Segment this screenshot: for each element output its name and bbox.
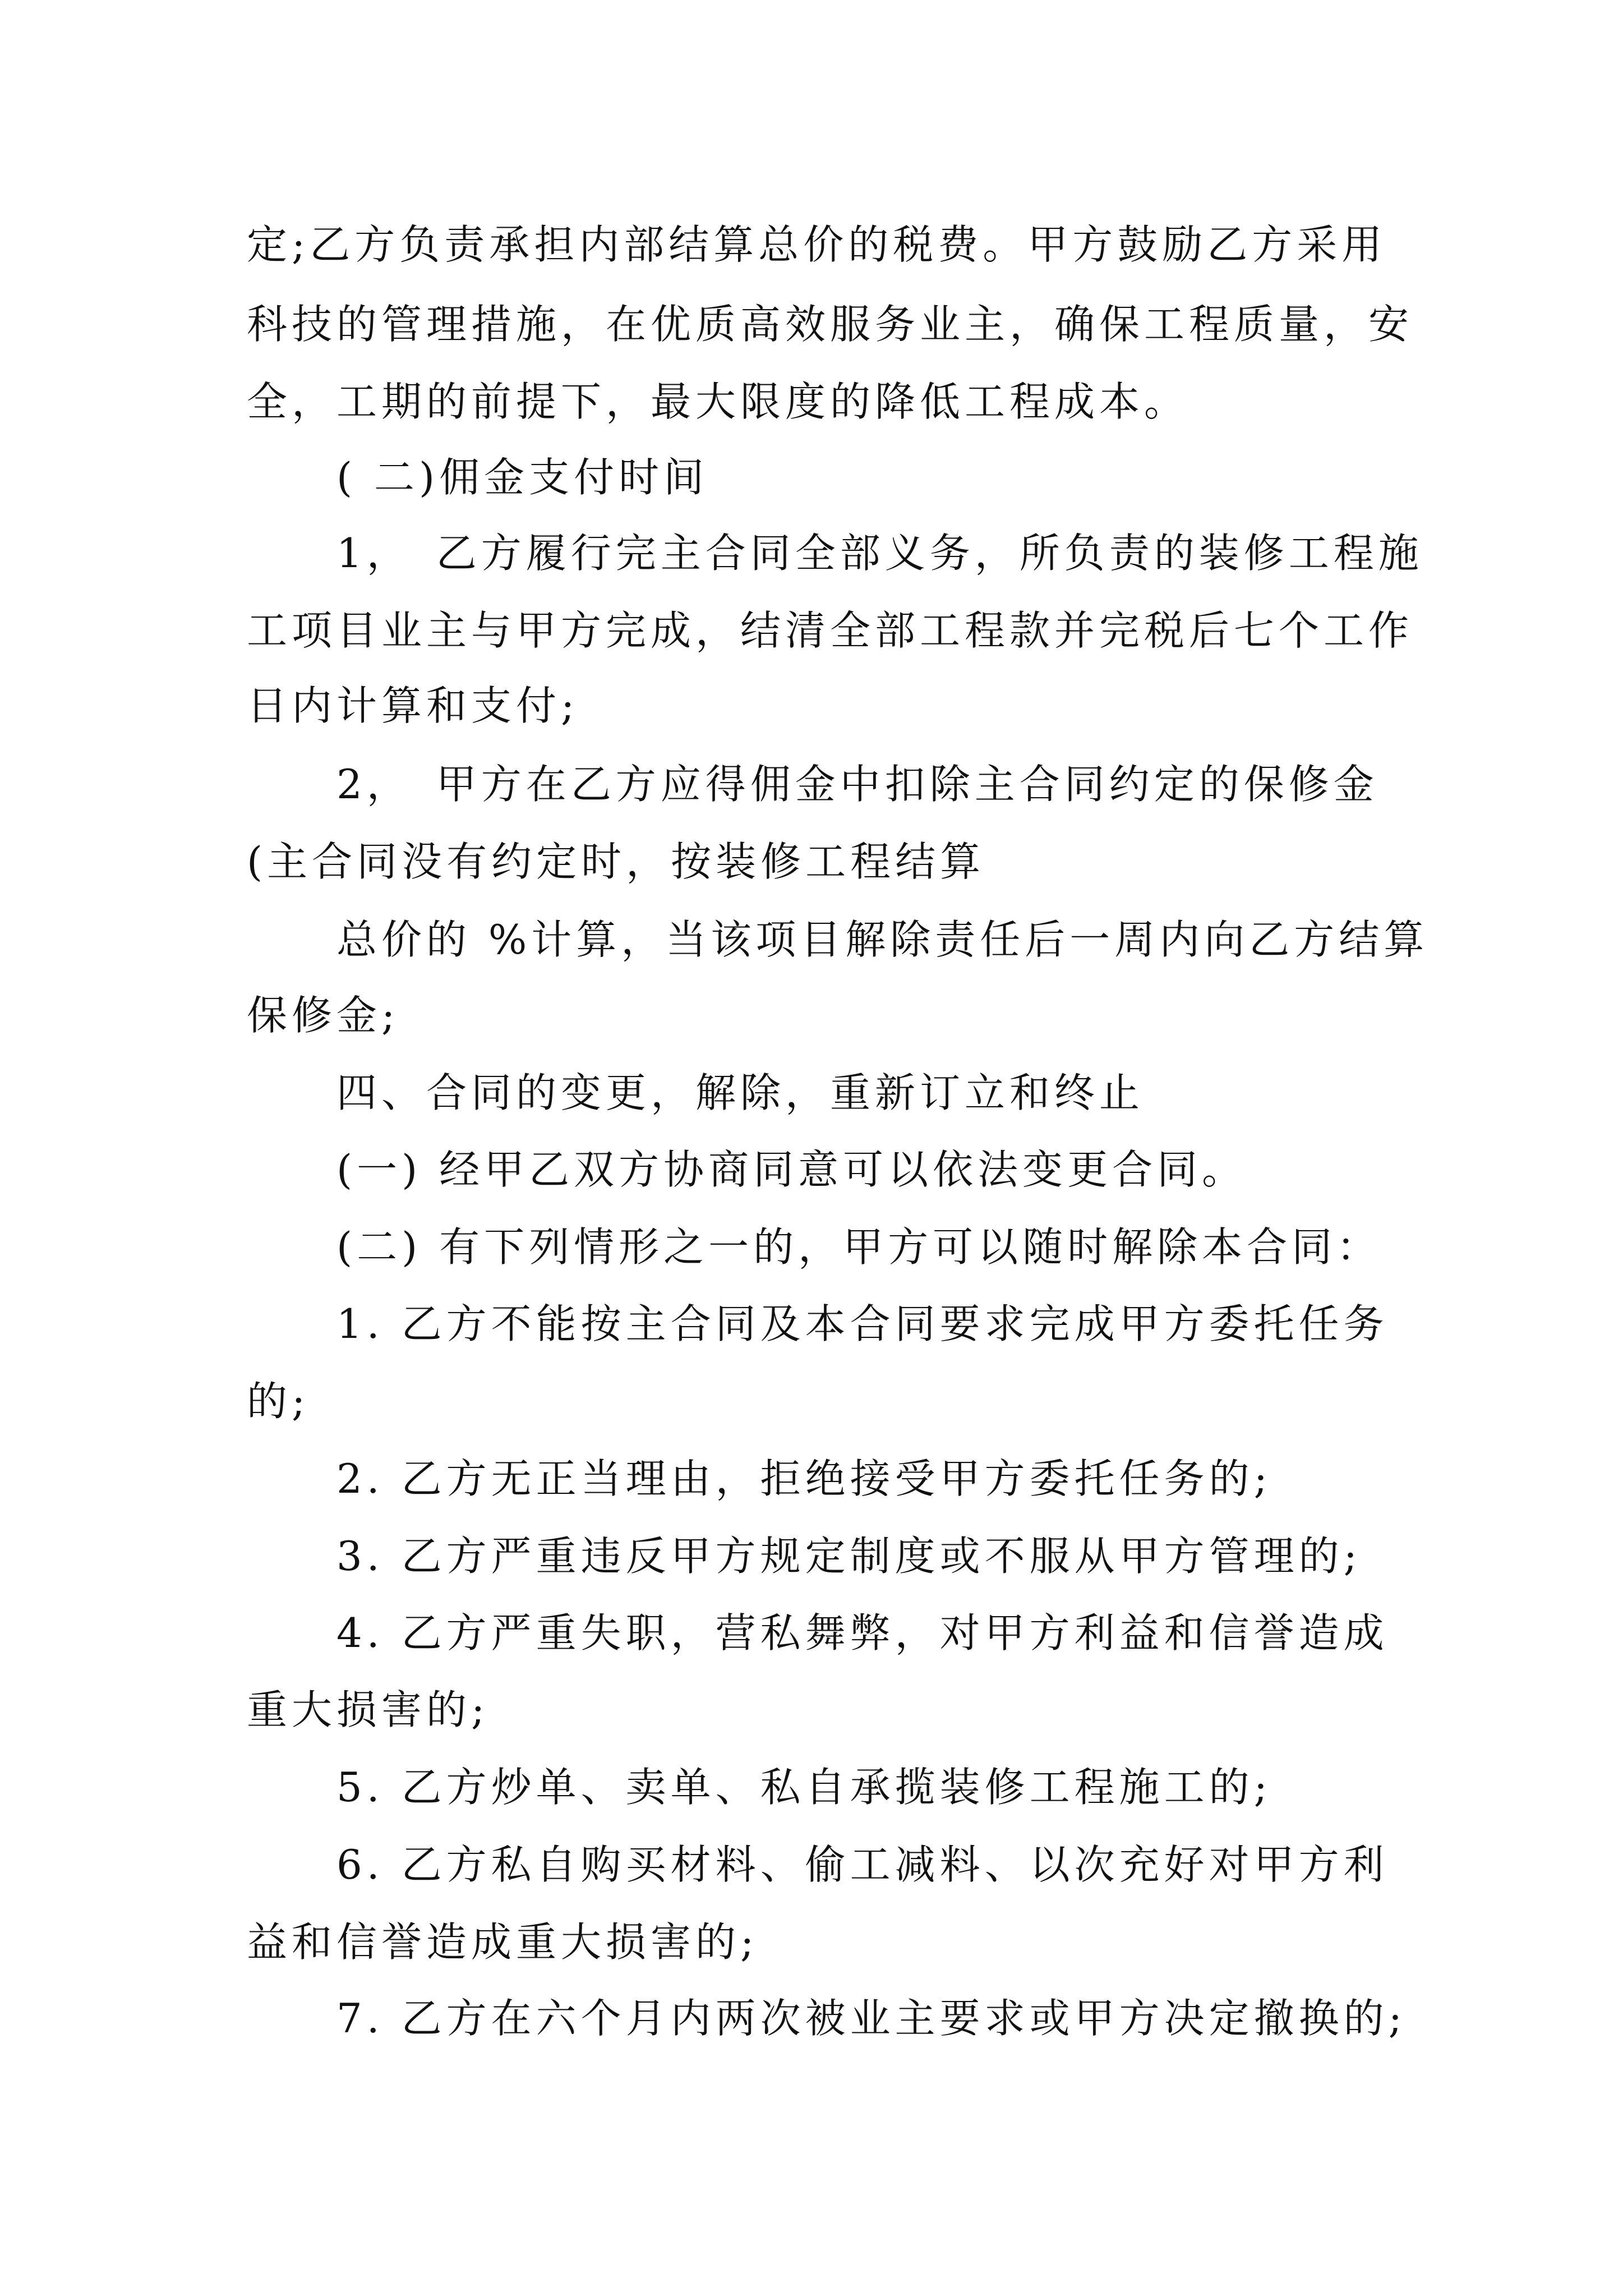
list-item: 3. 乙方严重违反甲方规定制度或不服从甲方管理的; bbox=[336, 1533, 1362, 1580]
text-line: 全，工期的前提下，最大限度的降低工程成本。 bbox=[247, 378, 1189, 425]
text-line: 1， 乙方履行完主合同全部义务，所负责的装修工程施 bbox=[336, 530, 1423, 577]
text-line: 总价的 %计算，当该项目解除责任后一周内向乙方结算 bbox=[336, 916, 1429, 963]
list-item-continuation: 益和信誉造成重大损害的; bbox=[247, 1918, 759, 1966]
text-line: 日内计算和支付; bbox=[247, 682, 579, 729]
text-line: 定;乙方负责承担内部结算总价的税费。甲方鼓励乙方采用 bbox=[247, 221, 1387, 268]
list-item: 6. 乙方私自购买材料、偷工减料、以次充好对甲方利 bbox=[336, 1841, 1389, 1888]
text-line: (二) 有下列情形之一的，甲方可以随时解除本合同： bbox=[336, 1223, 1382, 1271]
list-item-continuation: 的; bbox=[247, 1378, 310, 1425]
text-line: (主合同没有约定时，按装修工程结算 bbox=[247, 838, 985, 885]
list-item: 2. 乙方无正当理由，拒绝接受甲方委托任务的; bbox=[336, 1455, 1272, 1502]
list-item: 4. 乙方严重失职，营私舞弊，对甲方利益和信誉造成 bbox=[336, 1609, 1389, 1657]
text-line: 工项目业主与甲方完成，结清全部工程款并完税后七个工作 bbox=[247, 607, 1414, 654]
text-line: (一) 经甲乙双方协商同意可以依法变更合同。 bbox=[336, 1146, 1247, 1193]
text-line: 科技的管理措施，在优质高效服务业主，确保工程质量，安 bbox=[247, 301, 1414, 348]
section-heading: 四、合同的变更，解除，重新订立和终止 bbox=[336, 1069, 1145, 1116]
list-item: 7. 乙方在六个月内两次被业主要求或甲方决定撤换的; bbox=[336, 1995, 1407, 2042]
list-item: 5. 乙方炒单、卖单、私自承揽装修工程施工的; bbox=[336, 1764, 1272, 1811]
text-line: 2， 甲方在乙方应得佣金中扣除主合同约定的保修金 bbox=[336, 761, 1378, 808]
list-item-continuation: 重大损害的; bbox=[247, 1686, 490, 1733]
list-item: 1. 乙方不能按主合同及本合同要求完成甲方委托任务 bbox=[336, 1300, 1389, 1347]
section-heading: ( 二)佣金支付时间 bbox=[336, 454, 709, 501]
text-line: 保修金; bbox=[247, 992, 400, 1039]
